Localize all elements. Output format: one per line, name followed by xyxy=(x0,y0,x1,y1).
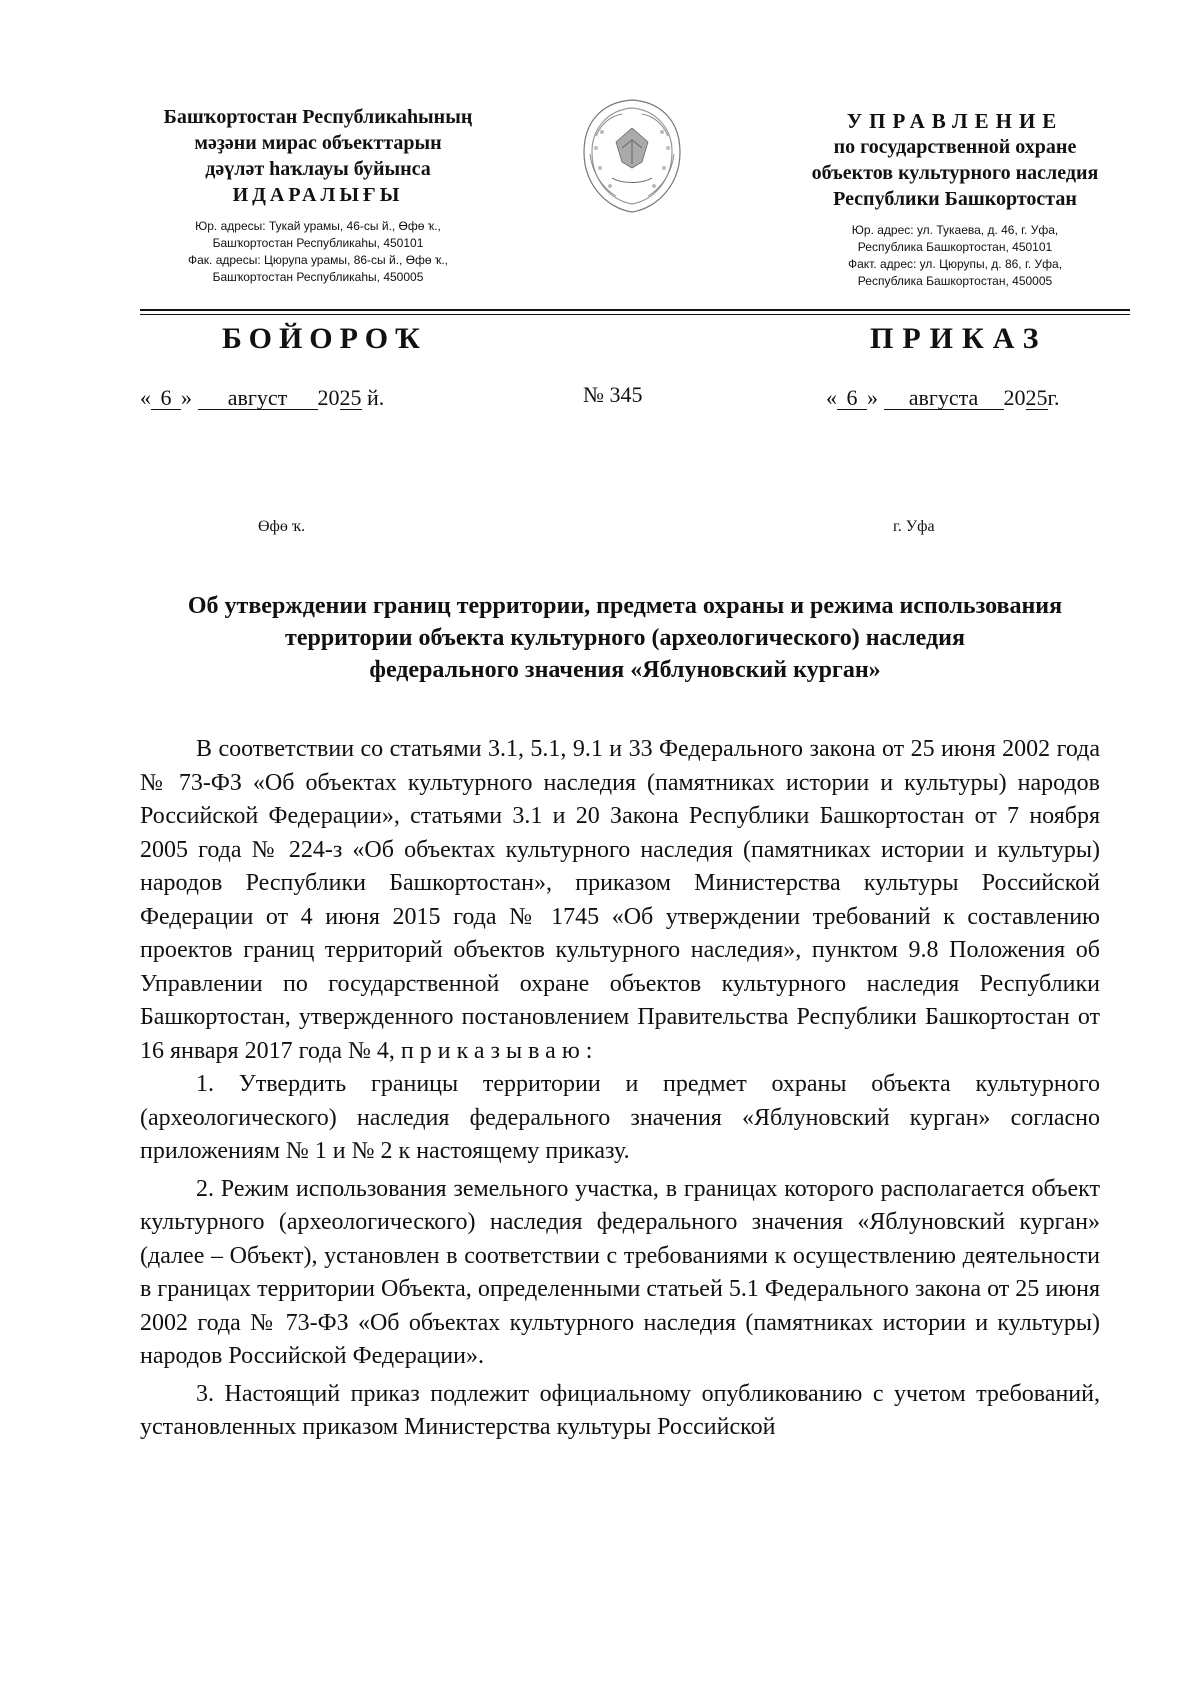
org-name-bashkir xyxy=(118,104,518,208)
document-body xyxy=(140,733,1100,1445)
date-year-suffix: 25 xyxy=(1025,385,1048,410)
quote-open: « xyxy=(140,385,151,410)
date-year-prefix: 20 xyxy=(317,385,340,410)
org-line: мәҙәни мирас объекттарын xyxy=(194,132,442,154)
org-line: ИДАРАЛЫҒЫ xyxy=(232,184,404,206)
date-day: 6 xyxy=(837,387,867,410)
doc-type-russian: ПРИКАЗ xyxy=(870,322,1048,355)
address-line: Башҡортостан Республикаһы, 450101 xyxy=(212,236,424,250)
address-line: Фак. адресы: Цюрупа урамы, 86-сы й., Өфө ҡ., xyxy=(187,253,449,267)
address-line: Юр. адрес: ул. Тукаева, д. 46, г. Уфа, xyxy=(851,223,1059,237)
coat-of-arms-icon xyxy=(572,92,692,218)
date-month: августа xyxy=(884,387,1004,410)
header-left xyxy=(118,104,518,286)
quote-close: » xyxy=(867,385,878,410)
date-year-suffix: 25 xyxy=(339,385,362,410)
date-month: август xyxy=(198,387,318,410)
org-line: дәүләт һаҡлауы буйынса xyxy=(205,158,431,180)
date-left xyxy=(140,385,384,411)
title-line: Об утверждении границ территории, предмета охраны и режима использования xyxy=(187,593,1063,619)
address-line: Башҡортостан Республикаһы, 450005 xyxy=(212,270,424,284)
address-bashkir xyxy=(118,218,518,286)
header-divider xyxy=(140,309,1130,311)
paragraph-item-1: 1. Утвердить границы территории и предмет охраны объекта культурного (археологического) наследия федерального значения «Яблуновский курган» согласно приложениям № 1 и № 2 к настоящему приказу. xyxy=(140,1071,1100,1164)
org-line: УПРАВЛЕНИЕ xyxy=(846,109,1064,133)
address-line: Республика Башкортостан, 450005 xyxy=(857,274,1053,288)
paragraph-preamble xyxy=(140,733,1100,1068)
quote-open: « xyxy=(826,385,837,410)
paragraph-item-3: 3. Настоящий приказ подлежит официальному опубликованию с учетом требований, установленных приказом Министерства культуры Российской xyxy=(140,1380,1100,1440)
title-line: территории объекта культурного (археологического) наследия xyxy=(285,625,965,651)
address-line: Юр. адресы: Тукай урамы, 46-сы й., Өфө ҡ., xyxy=(195,219,441,233)
document-title xyxy=(130,590,1120,686)
date-suffix: й. xyxy=(367,385,385,410)
city-russian: г. Уфа xyxy=(893,518,935,535)
address-line: Республика Башкортостан, 450101 xyxy=(857,240,1053,254)
doc-type-bashkir: БОЙОРОҠ xyxy=(222,322,427,355)
date-day: 6 xyxy=(151,387,181,410)
date-year-prefix: 20 xyxy=(1003,385,1026,410)
order-word: приказываю: xyxy=(400,1037,599,1064)
address-line: Факт. адрес: ул. Цюрупы, д. 86, г. Уфа, xyxy=(847,257,1063,271)
org-line: Башҡортостан Республикаһының xyxy=(163,106,473,128)
paragraph-item-2: 2. Режим использования земельного участка, в границах которого располагается объект культурного (археологического) наследия федерального значения «Яблуновский курган» (далее – Объект), установлен в соответствии с требованиями к осуществлению деятельности в границах территории Объекта, определенными статьей 5.1 Федерального закона от 25 июня 2002 года № 73-ФЗ «Об объектах культурного наследия (памятниках истории и культуры) народов Российской Федерации». xyxy=(140,1175,1100,1369)
org-name-russian xyxy=(765,108,1145,212)
org-line: Республики Башкортостан xyxy=(833,188,1077,210)
header-divider-thin xyxy=(140,314,1130,315)
title-line: федерального значения «Яблуновский курган» xyxy=(369,657,881,683)
order-number: № 345 xyxy=(583,382,643,407)
org-line: по государственной охране xyxy=(833,136,1077,158)
date-right xyxy=(826,385,1060,411)
address-russian xyxy=(765,222,1145,290)
org-line: объектов культурного наследия xyxy=(811,162,1099,184)
quote-close: » xyxy=(181,385,192,410)
preamble-text: В соответствии со статьями 3.1, 5.1, 9.1 и 33 Федерального закона от 25 июня 2002 года № 73-ФЗ «Об объектах культурного наследия (памятниках истории и культуры) народов Российской Федерации», статьями 3.1 и 20 Закона Республики Башкортостан от 7 ноября 2005 года № 224-з «Об объектах культурного наследия (памятниках истории и культуры) народов Республики Башкортостан», приказом Министерства культуры Российской Федерации от 4 июня 2015 года № 1745 «Об утверждении требований к составлению проектов границ территорий объектов культурного наследия», пунктом 9.8 Положения об Управлении по государственной охране объектов культурного наследия Республики Башкортостан, утвержденного постановлением Правительства Республики Башкортостан от 16 января 2017 года № 4, xyxy=(140,736,1100,1064)
header-right xyxy=(765,108,1145,290)
city-bashkir: Өфө ҡ. xyxy=(258,518,306,535)
date-suffix: г. xyxy=(1047,385,1060,410)
